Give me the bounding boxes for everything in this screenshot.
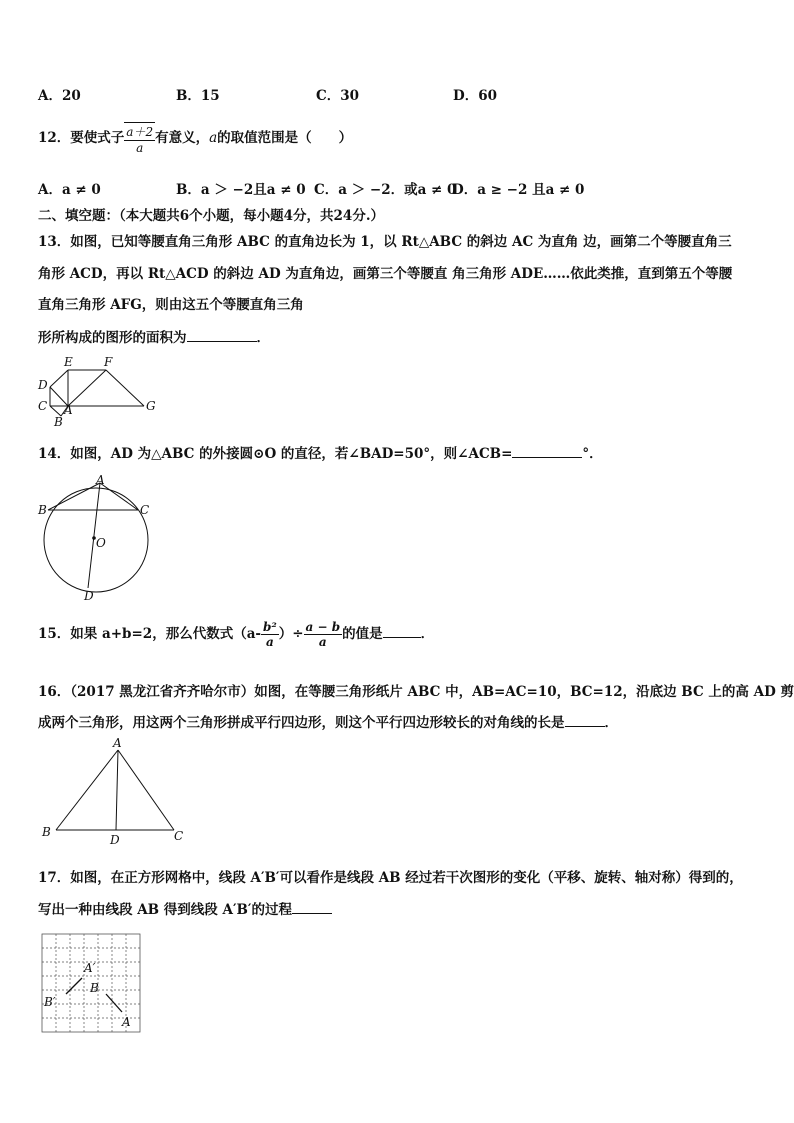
- q16-label-d: D: [110, 833, 120, 846]
- q13-label-c: C: [38, 399, 48, 413]
- q11-option-d: D．60: [453, 88, 497, 104]
- q17-segment-a-prime-b-prime: [66, 978, 82, 994]
- q12-numerator: a＋2: [124, 122, 155, 140]
- q16-label-a: A: [113, 736, 122, 750]
- q15-suffix: 的值是: [342, 626, 383, 642]
- q11-option-b: B．15: [176, 88, 220, 104]
- q16-line1: 16．（2017 黑龙江省齐齐哈尔市）如图，在等腰三角形纸片 ABC 中，AB=AC=10，BC=12，沿底边 BC 上的高 AD 剪: [38, 684, 794, 700]
- q16-label-c: C: [174, 829, 184, 843]
- q12-denominator: a: [124, 140, 155, 155]
- q12-mid: 有意义，: [155, 130, 210, 146]
- q13-line4-text: 形所构成的图形的面积为: [38, 330, 187, 346]
- q15-fraction-2: [304, 620, 343, 649]
- q17-label-a: A: [122, 1015, 131, 1029]
- q17-label-a-prime: A′: [84, 961, 96, 975]
- q14-end: °．: [582, 446, 603, 462]
- q17-grid-figure: [40, 932, 144, 1036]
- q13-label-a: A: [64, 403, 73, 417]
- q14-label-o: O: [96, 536, 106, 550]
- q17-line2-text: 写出一种由线段 AB 得到线段 A′B′的过程: [38, 902, 292, 918]
- q17-label-b-prime: B′: [44, 995, 56, 1009]
- q16-figure: [38, 736, 188, 846]
- q16-answer-blank: [565, 714, 605, 727]
- q13-line3: 直角三角形 AFG，则由这五个等腰直角三角: [38, 297, 304, 313]
- q15-frac1-den: a: [261, 634, 279, 649]
- q13-label-g: G: [146, 399, 156, 413]
- q14-label-d: D: [84, 589, 94, 603]
- q13-label-f: F: [104, 355, 113, 369]
- q17-label-b: B: [90, 981, 99, 995]
- q15-frac2-den: a: [304, 634, 343, 649]
- q13-label-e: E: [64, 355, 73, 369]
- q12-prefix: 12．要使式子: [38, 130, 125, 146]
- q16-label-b: B: [42, 825, 51, 839]
- q13-figure: [34, 352, 164, 428]
- section-2-heading: 二、填空题：（本大题共6个小题，每小题4分，共24分.）: [38, 208, 385, 224]
- q14-text: 14．如图，AD 为△ABC 的外接圆⊙O 的直径，若∠BAD=50°，则∠ACB=: [38, 446, 513, 462]
- question-14: [38, 442, 603, 462]
- q16-end: ．: [604, 715, 618, 731]
- q16-line2-text: 成两个三角形，用这两个三角形拼成平行四边形，则这个平行四边形较长的对角线的长是: [38, 715, 565, 731]
- q14-answer-blank: [512, 445, 582, 458]
- q13-line1: 13．如图，已知等腰直角三角形 ABC 的直角边长为 1，以 Rt△ABC 的斜边 AC 为直角 边，画第二个等腰直角三: [38, 234, 732, 250]
- q15-frac2-num: a − b: [305, 620, 341, 634]
- q12-option-c: C．a ＞ −2．或a ≠ 0: [314, 182, 457, 198]
- q12-option-d: D．a ≥ −2 且a ≠ 0: [452, 182, 585, 198]
- q13-answer-blank: [187, 329, 257, 342]
- q15-answer-blank: [383, 625, 421, 638]
- question-12: [38, 122, 352, 155]
- q13-label-b: B: [54, 415, 63, 428]
- q15-frac1-num: b²: [263, 620, 277, 634]
- q15-prefix: 15．如果 a+b=2，那么代数式（a-: [38, 626, 262, 642]
- q15-fraction-1: [261, 620, 279, 649]
- q11-option-a: A．20: [38, 88, 81, 104]
- q13-line2: 角形 ACD，再以 Rt△ACD 的斜边 AD 为直角边，画第三个等腰直 角三角形 ADE……依此类推，直到第五个等腰: [38, 266, 733, 282]
- q16-line2: [38, 711, 618, 731]
- q14-label-c: C: [140, 503, 150, 517]
- q12-var: a: [209, 130, 218, 146]
- q17-line1: 17．如图，在正方形网格中，线段 A′B′可以看作是线段 AB 经过若干次图形的变化（平移、旋转、轴对称）得到的，: [38, 870, 743, 886]
- q14-figure: [34, 470, 164, 606]
- q12-option-b: B．a ＞ −2且a ≠ 0: [176, 182, 306, 198]
- q14-label-a: A: [96, 473, 105, 487]
- q11-option-c: C．30: [316, 88, 360, 104]
- question-15: [38, 620, 434, 649]
- q12-suffix: 的取值范围是（ ）: [217, 130, 353, 146]
- q12-option-a: A．a ≠ 0: [38, 182, 101, 198]
- q12-fraction: [124, 122, 155, 155]
- q14-label-b: B: [38, 503, 47, 517]
- q17-line2: [38, 898, 332, 918]
- q15-mid: ）÷: [278, 626, 304, 642]
- q15-end: ．: [420, 626, 435, 642]
- q17-segment-ab: [106, 994, 122, 1012]
- q13-line4: [38, 326, 270, 346]
- q13-end: ．: [256, 330, 270, 346]
- q13-label-d: D: [38, 378, 48, 392]
- q17-answer-blank: [292, 901, 332, 914]
